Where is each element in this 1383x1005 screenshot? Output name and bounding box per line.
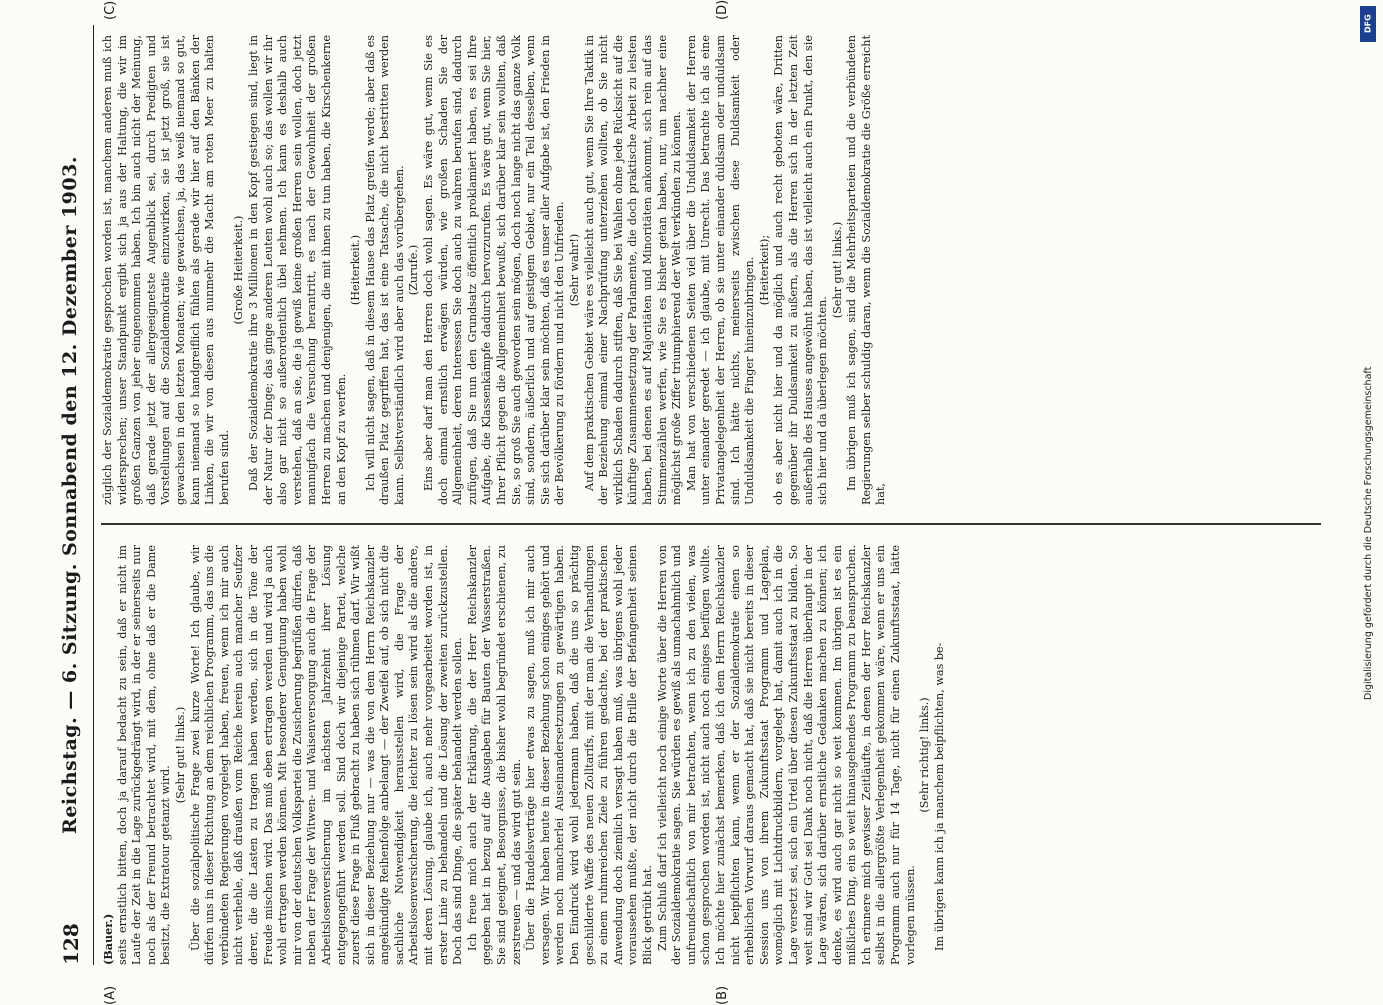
interjection: (Sehr gut! links.) [173,706,187,804]
margin-mark-a: (A) [103,985,118,1005]
rotated-page-content [55,0,1345,1005]
paragraph: züglich der Sozialdemokratie gesprochen worden ist, manchem anderen muß ich widersprechen; unser Standpunkt ergibt sich ja aus der Haltung, die wir im großen Ganzen von jeher eingenommen haben. Ich bin auch nicht der Meinung, daß gerade jetzt der allergeeignetste Augenblick sei, durch Predigten und Vorstellungen auf die Sozialdemokratie einzuwirken, sie ist jetzt groß, sie ist gewachsen in den letzten Monaten; wie gewachsen, ja, das weiß niemand so gut, kann niemand so handgreiflich fühlen als gerade wir hier auf den Bänken der Linken, die wir von diesen aus nunmehr die Macht am roten Meer zu halten berufen sind. [101,35,231,505]
paragraph: Über die sozialpolitische Frage zwei kurze Worte! Ich glaube, wir dürfen uns in dieser Richtung an dem reichlichen Programm, das uns die verbündeten Regierungen vorgelegt haben, freuen, wenn ich mir auch nicht verhehle, daß draußen vom Reiche herein auch mancher Seufzer derer, die die Lasten zu tragen haben werden, sich in die Töne der Freude mischen wird. Das muß eben ertragen werden und wird ja auch wohl ertragen werden können. Mit besonderer Genugtuung haben wohl mir von der deutschen Volkspartei die Zusicherung begrüßen dürfen, daß neben der Frage der Witwen- und Waisenversorgung auch die Frage der Arbeitslosenversicherung im nächsten Jahrzehnt ihrer Lösung entgegengeführt werden soll. Sind doch wir diejenige Partei, welche zuerst diese Frage in Fluß gebracht zu haben sich rühmen darf. Wir wißt sich in dieser Beziehung nur — was die von dem Herrn Reichskanzler angekündigte Reihenfolge anbelangt — der Zweifel auf, ob sich nicht die sachliche Notwendigkeit herausstellen wird, die Frage der Arbeitslosenversicherung, die leichter zu lösen sein wird als die andere, mit deren Lösung, glaube ich, auch mehr vorgearbeitet worden ist, in erster Linie zu behandeln und die Lösung der zweiten zurückzustellen. Doch das sind Dinge, die später behandelt werden sollen. [188,545,465,965]
interjection: (Sehr wahr!) [568,233,581,307]
interjection: (Heiterkeit.) [349,234,363,306]
paragraph: Ich will nicht sagen, daß in diesem Hause das Platz greifen werde; aber daß es draußen Platz gegriffen hat, das ist eine Tatsache, die nicht bestritten werden kann. Selbstverständlich wird aber auch das vorübergehen. [363,35,406,505]
paragraph: Im übrigen kann ich ja manchem beipflichten, was be- [932,642,946,951]
right-column [101,35,1331,505]
interjection: (Große Heiterkeit.) [232,215,246,325]
interjection: (Sehr richtig! links.) [918,697,932,813]
paragraph: seits ernstlich bitten, doch ja darauf bedacht zu sein, daß er nicht im Laufe der Zeit in die Lage zurückgedrängt wird, in der er seinerseits nur noch als der Freund betrachtet wird, mit dem, ohne daß er die Dame besitzt, die Extratour getanzt wird. [115,545,173,965]
margin-mark-c: (C) [103,0,118,20]
left-column [101,545,1331,965]
margin-mark-d: (D) [715,0,730,20]
digitization-credit: Digitalisierung gefördert durch die Deutsche Forschungsgemeinschaft [1363,366,1374,700]
paragraph: Im übrigen muß ich sagen, sind die Mehrheitsparteien und die verbündeten Regierungen selber schuldig daran, wenn die Sozialdemokratie die Größe erreicht hat, [845,35,888,505]
paragraph: Ich freue mich auch der Erklärung, die der Herr Reichskanzler gegeben hat in bezug auf die Ausgaben für Bauten der Wasserstraßen. Sie sind geeignet, Besorgnisse, die bisher wohl begründet erschienen, zu zerstreuen — und das wird gut sein. [465,545,523,965]
interjection: (Heiterkeit); [757,234,771,306]
speaker-label: (Bauer.) [101,913,115,965]
dfg-logo: DFG [1360,6,1376,42]
paragraph: Man hat von verschiedenen Seiten viel über die Unduldsamkeit der Herren unter einander geredet — ich glaube, mit Unrecht. Das betrachte ich als eine Privatangelegenheit der Herren, ob sie unter einander duldsam oder unduldsam sind. Ich hätte nichts, meinerseits zwischen diese Duldsamkeit oder Unduldsamkeit die Finger hineinzubringen. [684,35,757,505]
interjection: (Zurufe.) [407,244,421,296]
page-header [55,25,94,965]
page-number: 128 [59,923,83,965]
page-title: Reichstag. — 6. Sitzung. Sonnabend den 12. Dezember 1903. [59,156,81,834]
digitization-sidebar [1361,0,1379,1000]
margin-mark-b: (B) [715,985,730,1005]
paragraph: Über die Handelsverträge hier etwas zu sagen, muß ich mir auch versagen. Wir haben heute in dieser Beziehung schon einiges gehört und werden noch mancherlei Auseinandersetzungen zu gewärtigen haben. Den Eindruck wird wohl jedermann haben, daß die uns so prächtig geschilderte Waffe des neuen Zolltarifs, mit der man die Verhandlungen zu einem ruhmreichen Ziele zu führen gedachte, bei der praktischen Anwendung doch ziemlich versagt haben muß, was übrigens wohl jeder voraussehen mußte, der nicht durch die Brille der Befangenheit seinen Blick getrübt hat. [524,545,654,965]
paragraph: Auf dem praktischen Gebiet wäre es vielleicht auch gut, wenn Sie Ihre Taktik in der Beziehung einmal einer Nachprüfung unterziehen wollten, ob Sie nicht wirklich Schaden dadurch stiften, daß Sie bei Wahlen ohne jede Rücksicht auf die künftige Zusammensetzung der Parlamente, die doch praktische Arbeit zu leisten haben, bei denen es auf Majoritäten und Minoritäten ankommt, sich rein auf das Stimmenzählen werfen, wie Sie es bisher getan haben, nur, um nachher eine möglichst große Ziffer triumphierend der Welt verkünden zu können. [582,35,684,505]
paragraph: Daß der Sozialdemokratie ihre 3 Millionen in den Kopf gestiegen sind, liegt in der Natur der Dinge; das ginge anderen Leuten wohl auch so; das wollen wir ihr also gar nicht so außerordentlich übel nehmen. Ich kann es deshalb auch verstehen, daß an sie, die ja gewiß keine großen Herren sein wollen, doch jetzt mannigfach die Versuchung herantritt, es nach der Gewohnheit der großen Herren zu machen und denjenigen, die mit ihnen zu tun haben, die Kirschenkerne an den Kopf zu werfen. [246,35,348,505]
interjection: (Sehr gut! links.) [830,221,844,319]
paragraph: Zum Schluß darf ich vielleicht noch einige Worte über die Herren von der Sozialdemokratie sagen. Sie würden es gewiß als unnachahmlich und unfreundschaftlich von mir betrachten, wenn ich zu den vielen, was schon gesprochen worden ist, nicht auch noch einiges beifügen wollte. Ich möchte hier zunächst bemerken, daß ich dem Herrn Reichskanzler nicht beipflichten kann, wenn er der Sozialdemokratie einen so erheblichen Vorwurf daraus gemacht hat, daß sie nicht bereits in dieser Session uns von ihrem Zukunftsstaat Programm und Lageplan, womöglich mit Lichtdruckbildern, vorgelegt hat, damit auch ich in die Lage versetzt sei, sich ein Urteil über diesen Zukunftsstaat zu bilden. So weit sind wir Gott sei Dank noch nicht, daß die Herren überhaupt in der Lage wären, sich darüber ernstliche Gedanken machen zu können; ich denke, es wird auch gar nicht so weit kommen. Im übrigen ist es ein mißliches Ding, ein so weit hinausgehendes Programm zu beanspruchen. Ich erinnere mich gewisser Zeitläufte, in denen der Herr Reichskanzler selbst in die allergrößte Verlegenheit gekommen wäre, wenn er uns ein Programm auch nur für 14 Tage, nicht für einen Zukunftsstaat, hätte vorlegen müssen. [655,545,917,965]
paragraph: ob es aber nicht hier und da möglich und auch recht geboten wäre, Dritten gegenüber ihr Duldsamkeit zu äußern, als die Herren sich in der letzten Zeit außerhalb des Hauses angewöhnt haben, das ist vielleicht auch ein Punkt, den sie sich hier und da überlegen möchten. [772,35,830,505]
paragraph: Eins aber darf man den Herren doch wohl sagen. Es wäre gut, wenn Sie es doch einmal ernstlich erwägen würden, wie großen Schaden Sie der Allgemeinheit, deren Interessen Sie doch auch zu wahren berufen sind, dadurch zufügen, daß Sie nun den Grundsatz öffentlich proklamiert haben, es sei Ihre Aufgabe, die Klassenkämpfe dadurch hervorzurufen. Es wäre gut, wenn Sie hier, Ihrer Pflicht gegen die Allgemeinheit bewußt, sich darüber klar sein wollten, daß Sie, so groß Sie auch geworden sein mögen, doch noch lange nicht das ganze Volk sind, sondern, äußerlich und auf geistigem Gebiet, nur ein Teil desselben, wenn Sie sich darüber klar sein möchten, daß es unser aller Aufgabe ist, den Frieden in der Bevölkerung zu fördern und nicht den Unfrieden. [422,35,567,505]
column-divider [101,524,1321,526]
